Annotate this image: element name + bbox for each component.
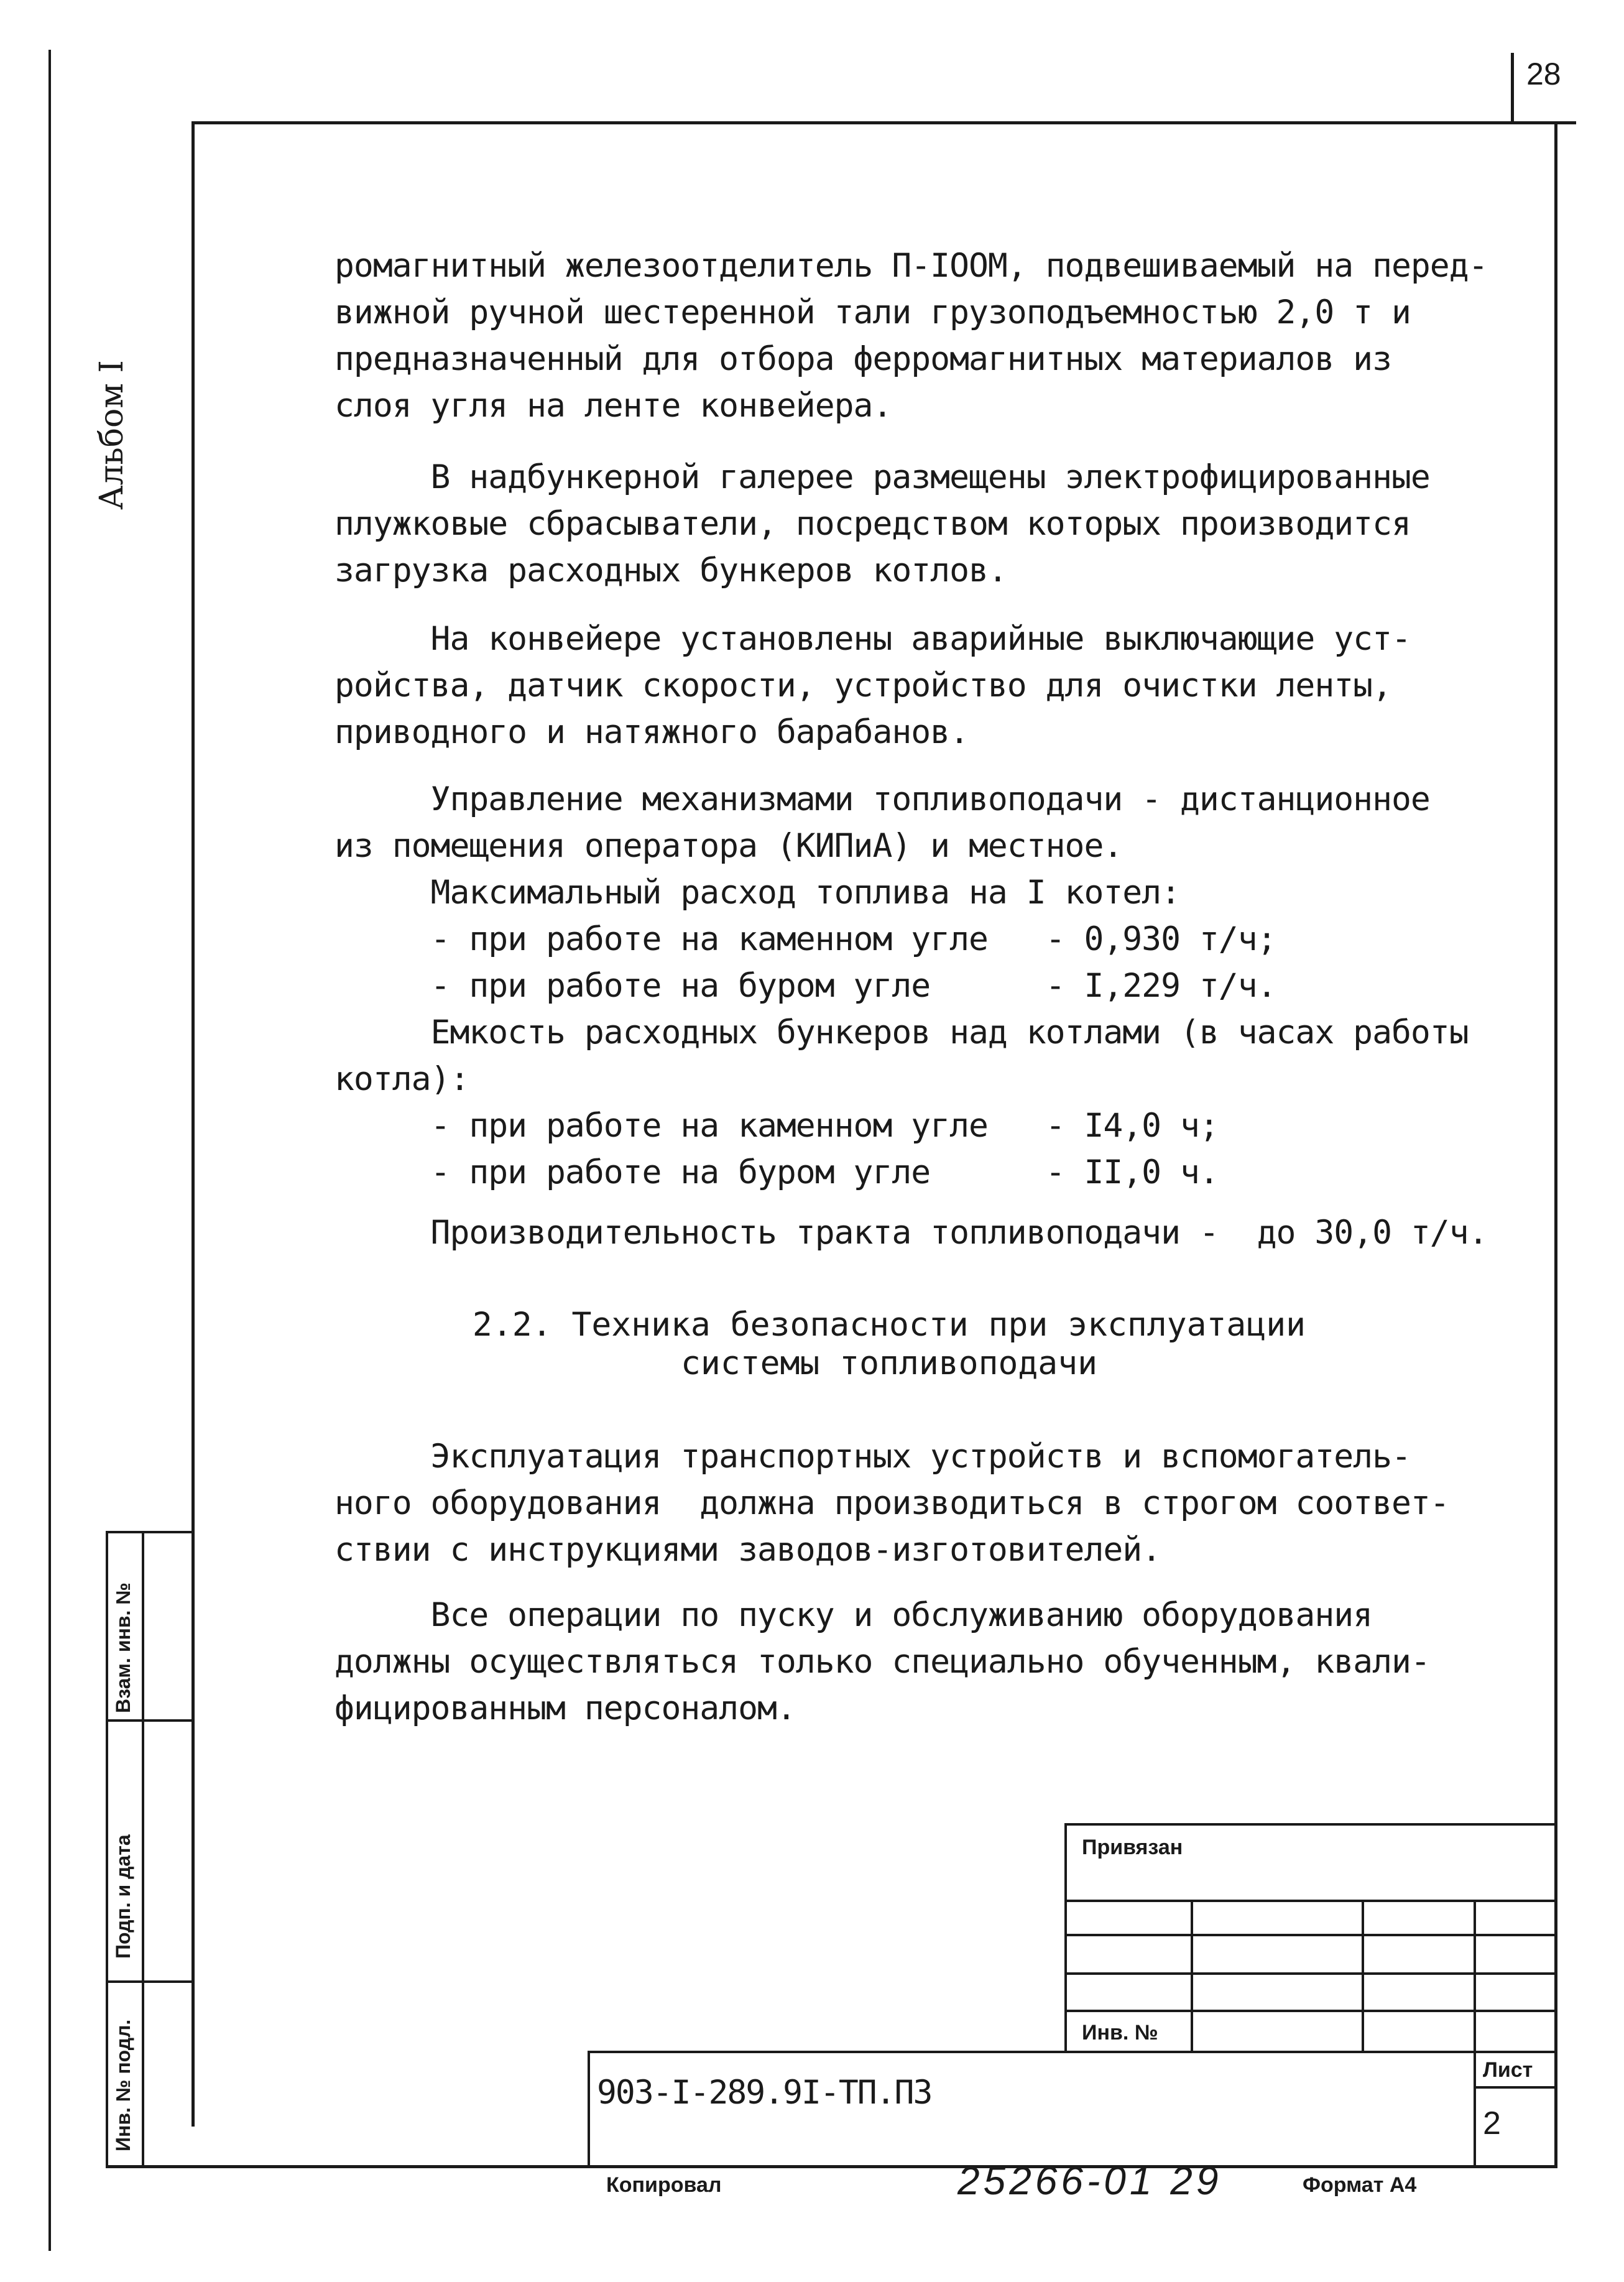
text-line: ромагнитный железоотделитель П-IOOM, подвешиваемый на перед- — [334, 247, 1488, 285]
text-line: плужковые сбрасыватели, посредством которых производится — [334, 505, 1411, 543]
text-line: фицированным персоналом. — [334, 1689, 796, 1727]
stamp-grid-h2 — [1064, 1934, 1556, 1936]
stamp-grid-v1 — [1191, 1900, 1193, 2052]
footer-kopiroval: Копировал — [606, 2173, 722, 2197]
text-line: - при работе на каменном угле - 0,930 т/ч; — [334, 920, 1276, 958]
title-block-left — [588, 2051, 590, 2167]
margin-stamp-div-1 — [106, 1719, 193, 1722]
paragraph-7 — [334, 1592, 1503, 1732]
footer-format: Формат А4 — [1303, 2173, 1417, 2197]
paragraph-2 — [334, 454, 1503, 594]
text-line: предназначенный для отбора ферромагнитных материалов из — [334, 340, 1391, 378]
stamp-grid-h3 — [1064, 1972, 1556, 1975]
footer-handwritten-number: 25266-01 29 — [957, 2158, 1222, 2203]
text-line: Эксплуатация транспортных устройств и вспомогатель- — [334, 1438, 1411, 1476]
text-line: должны осуществляться только специально обученным, квали- — [334, 1643, 1430, 1681]
margin-label-vzam-inv: Взам. инв. № — [112, 1582, 134, 1713]
text-line: котла): — [334, 1060, 469, 1098]
text-line: вижной ручной шестеренной тали грузоподъемностью 2,0 т и — [334, 293, 1411, 331]
margin-stamp-outer — [106, 1531, 108, 2168]
stamp-grid-v2 — [1362, 1900, 1364, 2052]
frame-bottom — [106, 2165, 1557, 2168]
left-binding-line — [48, 50, 51, 2251]
text-line: Производительность тракта топливоподачи - до 30,0 т/ч. — [334, 1214, 1488, 1252]
text-line: ройства, датчик скорости, устройство для очистки ленты, — [334, 667, 1391, 704]
paragraph-1 — [334, 243, 1503, 429]
sheet-number: 2 — [1483, 2105, 1501, 2141]
text-line: Управление механизмами топливоподачи - дистанционное — [334, 780, 1430, 818]
section-heading-line-1: 2.2. Техника безопасности при эксплуатации — [472, 1306, 1306, 1344]
stamp-priv-left — [1064, 1823, 1067, 2053]
frame-right — [1554, 121, 1557, 2167]
text-line: ствии с инструкциями заводов-изготовителей. — [334, 1531, 1161, 1569]
document-code: 903-I-289.9I-ТП.ПЗ — [597, 2074, 932, 2112]
text-line: - при работе на буром угле - I,229 т/ч. — [334, 967, 1276, 1005]
margin-stamp-div-2 — [106, 1980, 193, 1983]
frame-left — [191, 121, 195, 2127]
text-line: - при работе на каменном угле - I4,0 ч; — [334, 1107, 1219, 1145]
paragraph-3 — [334, 616, 1503, 755]
text-line: Емкость расходных бункеров над котлами (в часах работы — [334, 1014, 1469, 1051]
stamp-grid-h4 — [1064, 2010, 1556, 2012]
text-line: На конвейере установлены аварийные выключающие уст- — [334, 620, 1411, 658]
text-line: Максимальный расход топлива на I котел: — [334, 874, 1180, 912]
stamp-inv-no: Инв. № — [1082, 2021, 1158, 2044]
margin-label-podp-data: Подп. и дата — [112, 1834, 134, 1959]
top-right-tick — [1511, 53, 1514, 121]
stamp-grid-h1 — [1064, 1900, 1556, 1902]
stamp-priv-top — [1064, 1823, 1556, 1826]
section-heading-line-2: системы топливоподачи — [680, 1344, 1098, 1382]
text-line: Все операции по пуску и обслуживанию оборудования — [334, 1596, 1373, 1634]
margin-label-inv-podl: Инв. № подл. — [112, 2019, 134, 2151]
sheet-label-divider — [1474, 2086, 1556, 2089]
page-number: 28 — [1526, 57, 1561, 91]
frame-top — [193, 121, 1576, 124]
margin-stamp-top — [106, 1531, 193, 1533]
stamp-grid-v3 — [1474, 1900, 1476, 2167]
text-line: - при работе на буром угле - II,0 ч. — [334, 1153, 1219, 1191]
text-line: В надбункерной галерее размещены электрофицированные — [334, 458, 1430, 496]
text-line: слоя угля на ленте конвейера. — [334, 387, 892, 425]
stamp-privyazan: Привязан — [1082, 1836, 1183, 1859]
text-line: приводного и натяжного барабанов. — [334, 713, 969, 751]
album-label: Альбом I — [93, 360, 131, 510]
text-line: из помещения оператора (КИПиА) и местное. — [334, 827, 1123, 865]
text-line: загрузка расходных бункеров котлов. — [334, 552, 1007, 589]
paragraph-5 — [334, 1209, 1503, 1256]
sheet-label: Лист — [1483, 2058, 1533, 2082]
paragraph-6 — [334, 1433, 1503, 1573]
margin-stamp-inner — [142, 1531, 144, 2168]
section-heading — [423, 1306, 1355, 1383]
paragraph-4 — [334, 776, 1503, 1196]
text-line: ного оборудования должна производиться в строгом соответ- — [334, 1484, 1449, 1522]
title-block-top — [588, 2051, 1556, 2053]
